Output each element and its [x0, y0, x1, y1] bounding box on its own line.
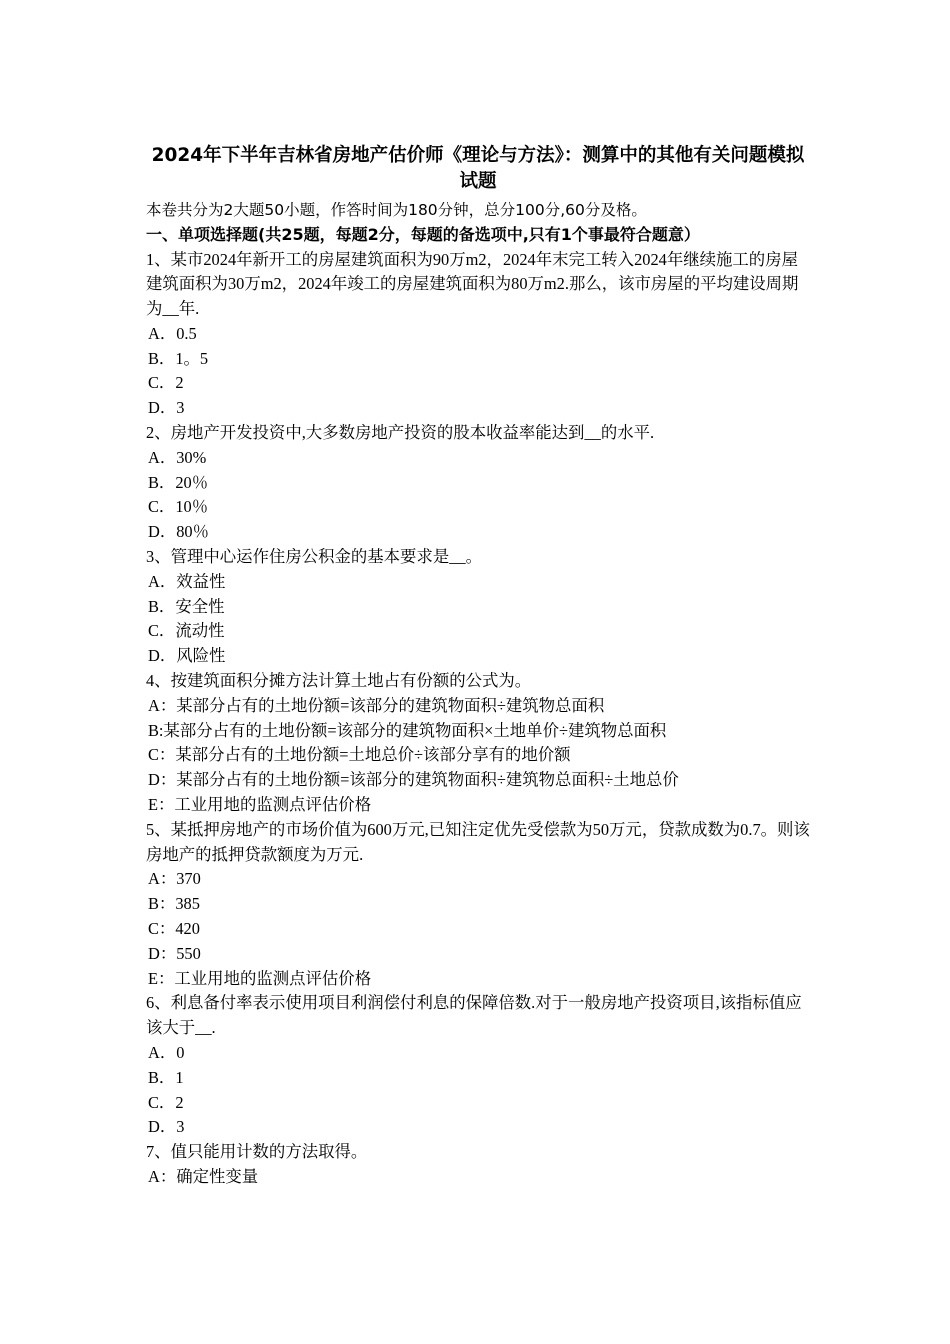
question-text: 6、利息备付率表示使用项目利润偿付利息的保障倍数.对于一般房地产投资项目,该指标值应该大于__. — [146, 993, 802, 1038]
question-block — [146, 248, 810, 422]
question-text: 1、某市2024年新开工的房屋建筑面积为90万m2，2024年末完工转入2024年继续施工的房屋建筑面积为30万m2，2024年竣工的房屋建筑面积为80万m2.那么，该市房屋的平均建设周期为__年. — [146, 249, 799, 319]
answer-option: D．3 — [148, 398, 185, 418]
answer-option: A．0.5 — [148, 323, 197, 343]
answer-option: A：确定性变量 — [148, 1166, 259, 1186]
answer-option: C：420 — [148, 919, 200, 939]
answer-option: D：某部分占有的土地份额=该部分的建筑物面积÷建筑物总面积÷土地总价 — [148, 770, 679, 790]
answer-option: B．1。5 — [148, 348, 209, 368]
answer-option: C．2 — [148, 373, 184, 393]
document-body — [146, 143, 810, 1190]
answer-option: C．流动性 — [148, 621, 225, 641]
answer-option: B．安全性 — [148, 596, 225, 616]
answer-option: C．10％ — [148, 497, 209, 517]
question-block — [146, 818, 810, 992]
answer-option: C．2 — [148, 1092, 184, 1112]
answer-option: D：550 — [148, 943, 201, 963]
answer-option: D．80％ — [148, 522, 210, 542]
answer-option: B：385 — [148, 894, 200, 914]
answer-option: A：某部分占有的土地份额=该部分的建筑物面积÷建筑物总面积 — [148, 695, 605, 715]
question-block — [146, 421, 810, 545]
answer-option: E：工业用地的监测点评估价格 — [148, 968, 372, 988]
exam-intro: 本卷共分为2大题50小题，作答时间为180分钟，总分100分,60分及格。 — [146, 201, 647, 219]
question-text: 3、管理中心运作住房公积金的基本要求是__。 — [146, 547, 483, 567]
document-title: 2024年下半年吉林省房地产估价师《理论与方法》：测算中的其他有关问题模拟试题 — [151, 145, 805, 192]
question-block — [146, 545, 810, 669]
section-heading: 一、单项选择题(共25题，每题2分，每题的备选项中,只有1个事最符合题意） — [146, 225, 700, 244]
answer-option: D．风险性 — [148, 646, 226, 666]
question-block — [146, 991, 810, 1140]
question-block — [146, 1140, 810, 1190]
answer-option: A：370 — [148, 869, 201, 889]
answer-option: A．效益性 — [148, 571, 226, 591]
question-list — [146, 248, 810, 1190]
answer-option: B:某部分占有的土地份额=该部分的建筑物面积×土地单价÷建筑物总面积 — [148, 720, 667, 740]
answer-option: D．3 — [148, 1117, 185, 1137]
answer-option: A．0 — [148, 1043, 185, 1062]
question-text: 2、房地产开发投资中,大多数房地产投资的股本收益率能达到__的水平. — [146, 423, 655, 443]
answer-option: B．1 — [148, 1067, 184, 1087]
answer-option: A．30% — [148, 447, 207, 467]
question-block — [146, 669, 810, 818]
answer-option: B．20％ — [148, 472, 209, 492]
question-text: 5、某抵押房地产的市场价值为600万元,已知注定优先受偿款为50万元，贷款成数为0.7。则该房地产的抵押贷款额度为万元. — [146, 819, 810, 864]
question-text: 7、值只能用计数的方法取得。 — [146, 1142, 368, 1162]
question-text: 4、按建筑面积分摊方法计算土地占有份额的公式为。 — [146, 671, 532, 691]
answer-option: E：工业用地的监测点评估价格 — [148, 795, 372, 815]
answer-option: C：某部分占有的土地份额=土地总价÷该部分享有的地价额 — [148, 745, 571, 765]
